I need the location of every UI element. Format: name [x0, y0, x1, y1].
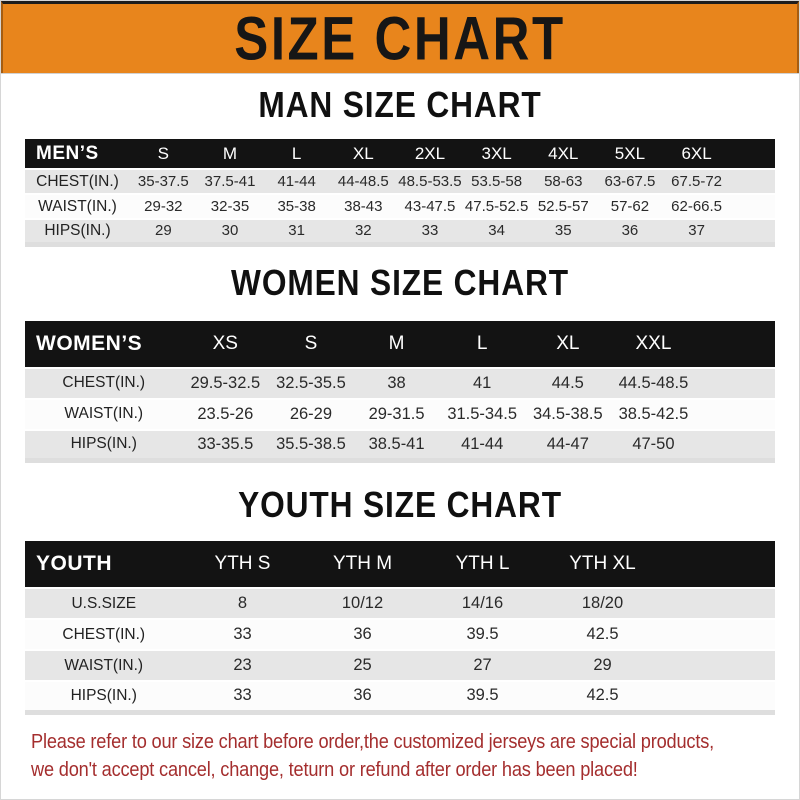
size-column-header: YTH S [183, 541, 303, 588]
measurement-value: 38-43 [330, 194, 397, 219]
measurement-value: 34 [463, 219, 530, 244]
measurement-value: 27 [423, 650, 543, 681]
measurement-value: 58-63 [530, 169, 597, 194]
row-filler-cell [730, 194, 775, 219]
measurement-value: 53.5-58 [463, 169, 530, 194]
measurement-value: 37 [663, 219, 730, 244]
size-column-header: XL [525, 321, 611, 368]
men-section-title: MAN SIZE CHART [258, 84, 542, 125]
section-women [1, 263, 799, 464]
measurement-value: 38.5-41 [354, 430, 440, 461]
women-title-row [1, 263, 799, 303]
measurement-value: 36 [303, 619, 423, 650]
size-column-header: YTH L [423, 541, 543, 588]
measurement-value: 36 [303, 681, 423, 712]
row-filler-cell [663, 681, 776, 712]
measurement-value: 41 [439, 368, 525, 399]
chart-body [1, 85, 799, 784]
measurement-row [25, 399, 775, 430]
table-corner-label: WOMEN’S [25, 321, 183, 368]
measurement-value: 33-35.5 [183, 430, 269, 461]
measurement-value: 31.5-34.5 [439, 399, 525, 430]
table-header-row [25, 541, 775, 588]
measurement-value: 31 [263, 219, 330, 244]
size-column-header: 6XL [663, 139, 730, 169]
measurement-value: 23 [183, 650, 303, 681]
size-column-header: 2XL [397, 139, 464, 169]
women-section-title: WOMEN SIZE CHART [231, 261, 569, 303]
measurement-value: 35.5-38.5 [268, 430, 354, 461]
row-filler-cell [663, 650, 776, 681]
measurement-label: CHEST(IN.) [25, 368, 183, 399]
measurement-value: 44-47 [525, 430, 611, 461]
measurement-value: 32 [330, 219, 397, 244]
banner-title: SIZE CHART [234, 3, 566, 73]
measurement-value: 62-66.5 [663, 194, 730, 219]
size-column-header: YTH M [303, 541, 423, 588]
measurement-label: HIPS(IN.) [25, 219, 130, 244]
size-column-header: M [197, 139, 264, 169]
measurement-value: 35-38 [263, 194, 330, 219]
measurement-label: U.S.SIZE [25, 588, 183, 619]
header-filler-cell [663, 541, 776, 588]
measurement-label: CHEST(IN.) [25, 619, 183, 650]
women-size-table [25, 321, 775, 464]
measurement-value: 34.5-38.5 [525, 399, 611, 430]
measurement-row [25, 219, 775, 244]
measurement-value: 44-48.5 [330, 169, 397, 194]
measurement-value: 29 [130, 219, 197, 244]
youth-size-table [25, 541, 775, 715]
banner [1, 1, 799, 73]
youth-section-title: YOUTH SIZE CHART [238, 484, 562, 525]
measurement-value: 32.5-35.5 [268, 368, 354, 399]
measurement-value: 36 [597, 219, 664, 244]
row-filler-cell [696, 399, 775, 430]
measurement-value: 33 [183, 619, 303, 650]
size-column-header: S [130, 139, 197, 169]
measurement-value: 47-50 [611, 430, 697, 461]
measurement-row [25, 194, 775, 219]
measurement-value: 14/16 [423, 588, 543, 619]
measurement-value: 38.5-42.5 [611, 399, 697, 430]
row-filler-cell [696, 430, 775, 461]
size-column-header: 3XL [463, 139, 530, 169]
footer-line-1: Please refer to our size chart before order,the customized jerseys are special products, [31, 730, 715, 753]
size-column-header: L [439, 321, 525, 368]
measurement-row [25, 619, 775, 650]
row-filler-cell [730, 219, 775, 244]
measurement-value: 52.5-57 [530, 194, 597, 219]
measurement-label: HIPS(IN.) [25, 681, 183, 712]
footer-line-2: we don't accept cancel, change, teturn or refund after order has been placed! [31, 758, 638, 781]
measurement-value: 63-67.5 [597, 169, 664, 194]
size-column-header: L [263, 139, 330, 169]
measurement-label: WAIST(IN.) [25, 650, 183, 681]
measurement-value: 39.5 [423, 619, 543, 650]
measurement-value: 41-44 [263, 169, 330, 194]
measurement-value: 47.5-52.5 [463, 194, 530, 219]
measurement-value: 35-37.5 [130, 169, 197, 194]
measurement-value: 26-29 [268, 399, 354, 430]
measurement-value: 44.5-48.5 [611, 368, 697, 399]
measurement-row [25, 169, 775, 194]
measurement-value: 18/20 [543, 588, 663, 619]
measurement-value: 10/12 [303, 588, 423, 619]
size-column-header: 5XL [597, 139, 664, 169]
measurement-value: 42.5 [543, 619, 663, 650]
measurement-value: 44.5 [525, 368, 611, 399]
size-column-header: XS [183, 321, 269, 368]
measurement-value: 29-32 [130, 194, 197, 219]
measurement-row [25, 368, 775, 399]
table-header-row [25, 139, 775, 169]
row-filler-cell [663, 588, 776, 619]
measurement-value: 23.5-26 [183, 399, 269, 430]
measurement-value: 57-62 [597, 194, 664, 219]
measurement-value: 29 [543, 650, 663, 681]
size-column-header: XXL [611, 321, 697, 368]
measurement-value: 43-47.5 [397, 194, 464, 219]
men-title-row [1, 85, 799, 125]
measurement-value: 38 [354, 368, 440, 399]
measurement-label: WAIST(IN.) [25, 194, 130, 219]
measurement-value: 33 [183, 681, 303, 712]
size-column-header: XL [330, 139, 397, 169]
measurement-value: 48.5-53.5 [397, 169, 464, 194]
table-header-row [25, 321, 775, 368]
measurement-value: 29.5-32.5 [183, 368, 269, 399]
measurement-value: 37.5-41 [197, 169, 264, 194]
measurement-label: WAIST(IN.) [25, 399, 183, 430]
measurement-row [25, 588, 775, 619]
measurement-row [25, 430, 775, 461]
row-filler-cell [730, 169, 775, 194]
measurement-value: 42.5 [543, 681, 663, 712]
row-filler-cell [696, 368, 775, 399]
size-column-header: S [268, 321, 354, 368]
size-column-header: YTH XL [543, 541, 663, 588]
measurement-label: CHEST(IN.) [25, 169, 130, 194]
measurement-value: 67.5-72 [663, 169, 730, 194]
measurement-value: 35 [530, 219, 597, 244]
footer-note [31, 728, 799, 784]
measurement-value: 8 [183, 588, 303, 619]
header-filler-cell [696, 321, 775, 368]
measurement-value: 30 [197, 219, 264, 244]
measurement-value: 32-35 [197, 194, 264, 219]
table-corner-label: MEN’S [25, 139, 130, 169]
measurement-value: 39.5 [423, 681, 543, 712]
header-filler-cell [730, 139, 775, 169]
measurement-label: HIPS(IN.) [25, 430, 183, 461]
size-column-header: M [354, 321, 440, 368]
section-youth [1, 485, 799, 715]
table-corner-label: YOUTH [25, 541, 183, 588]
measurement-row [25, 650, 775, 681]
youth-title-row [1, 485, 799, 525]
size-chart-page [1, 1, 799, 784]
measurement-value: 33 [397, 219, 464, 244]
measurement-value: 41-44 [439, 430, 525, 461]
section-men [1, 85, 799, 247]
measurement-value: 29-31.5 [354, 399, 440, 430]
measurement-row [25, 681, 775, 712]
measurement-value: 25 [303, 650, 423, 681]
size-column-header: 4XL [530, 139, 597, 169]
men-size-table [25, 139, 775, 247]
row-filler-cell [663, 619, 776, 650]
